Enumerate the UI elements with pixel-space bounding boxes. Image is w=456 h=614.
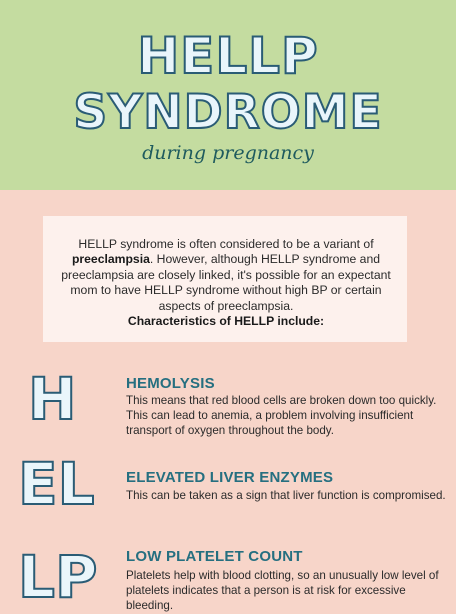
item-title-hemolysis: HEMOLYSIS xyxy=(126,375,215,392)
intro-paragraph xyxy=(56,237,396,329)
item-desc-hemolysis: This means that red blood cells are broken down too quickly. This can lead to anemia, a problem involving insufficient transport of oxygen throughout the body. xyxy=(126,394,437,437)
letter-h: H xyxy=(28,365,77,433)
item-title-elevated-liver-enzymes: ELEVATED LIVER ENZYMES xyxy=(126,469,334,486)
intro-text-part1: HELLP syndrome is often considered to be a variant of xyxy=(78,237,374,251)
item-title-low-platelet-count: LOW PLATELET COUNT xyxy=(126,548,303,565)
title-hellp: HELLP xyxy=(137,27,319,85)
letter-el: EL xyxy=(18,450,95,518)
subtitle: during pregnancy xyxy=(142,142,314,164)
letter-lp: LP xyxy=(18,543,98,611)
title-syndrome: SYNDROME xyxy=(73,85,383,140)
intro-text-part2: . However, although HELLP syndrome and preeclampsia are closely linked, it's possible for an expectant mom to have HELLP syndrome without high BP or certain aspects of preeclampsia. xyxy=(61,252,391,313)
item-desc-low-platelet-count: Platelets help with blood clotting, so an unusually low level of platelets indicates that a person is at risk for excessive bleeding. xyxy=(126,569,439,612)
item-desc-elevated-liver-enzymes: This can be taken as a sign that liver function is compromised. xyxy=(126,489,446,502)
intro-text-bold: preeclampsia xyxy=(71,252,150,267)
intro-heading: Characteristics of HELLP include: xyxy=(127,314,325,329)
header-banner xyxy=(0,0,456,190)
